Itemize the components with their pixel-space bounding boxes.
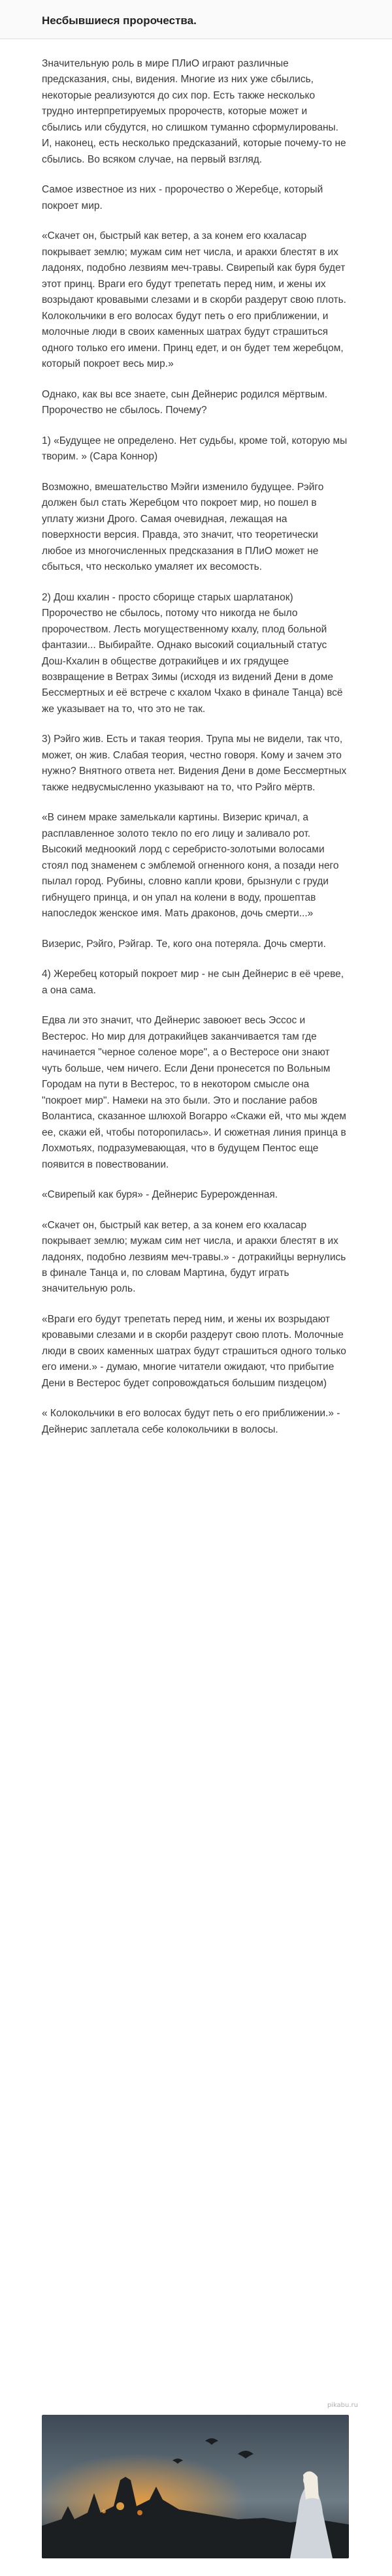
paragraph-15: « Колокольчики в его волосах будут петь о его приближении.» - Дейнерис заплетала себе колокольчики в волосы. [42, 1408, 340, 1435]
watermark-text: pikabu.ru [327, 2402, 358, 2409]
post-image [42, 2415, 349, 2558]
daenerys-artwork-image [42, 2415, 349, 2558]
paragraph-14: «Враги его будут трепетать перед ним, и жены их возрыдают кровавыми слезами и в скорби раздерут свою плоть. Молочные люди в своих каменных шатрах будут страшиться одного только его имени.» - думаю, многие читатели ожидают, что прибытие Дени в Вестерос будет сопровождаться большим пиздецом) [42, 1313, 346, 1389]
paragraph-11: Едва ли это значит, что Дейнерис завоюет весь Эссос и Вестерос. Но мир для дотракийцев заканчивается там где начинается "черное соленое море", а о Вестеросе они знают чуть больше, чем ничего. Если Дени пронесется по Вольным Городам на пути в Вестерос, то в некотором смысле она "покроет мир". Намеки на это были. Это и послание рабов Волантиса, сказанное шлюхой Вогарро «Скажи ей, что мы ждем ее, скажи ей, чтобы поторопилась». И сюжетная линия принца в Лохмотьях, подразумевающая, что в будущем Пентос еще появится в повествовании. [42, 1015, 346, 1170]
paragraph-13: «Скачет он, быстрый как ветер, а за конем его кхаласар покрывает землю; мужам сим нет числа, и аракхи блестят в их ладонях, подобно лезвиям меч-травы.» - дотракийцы вернулись в финале Танца и, по словам Мартина, будут играть значительную роль. [42, 1219, 346, 1295]
paragraph-12: «Свирепый как буря» - Дейнерис Бурерожденная. [42, 1189, 278, 1201]
paragraph-3: Однако, как вы все знаете, сын Дейнерис родился мёртвым. Пророчество не сбылось. Почему? [42, 388, 328, 416]
post-body [42, 56, 349, 1452]
paragraph-9: Визерис, Рэйго, Рэйгар. Те, кого она потеряла. Дочь смерти. [42, 938, 326, 950]
paragraph-7: 3) Рэйго жив. Есть и такая теория. Трупа мы не видели, так что, может, он жив. Слабая теория, честно говоря. Кому и зачем это нужно? Внятного ответа нет. Видения Дени в доме Бессмертных также недвусмысленно указывают на то, что Рэйго мёртв. [42, 734, 347, 793]
paragraph-5: Возможно, вмешательство Мэйги изменило будущее. Рэйго должен был стать Жеребцом что покроет мир, но пошел в уплату жизни Дрого. Самая очевидная, лежащая на поверхности версия. Правда, это значит, что теоретически любое из многочисленных предсказания в ПЛиО может не сбыться, что несколько умаляет их весомость. [42, 481, 324, 573]
paragraph-10: 4) Жеребец который покроет мир - не сын Дейнерис в её чреве, а она сама. [42, 969, 344, 996]
paragraph-1: Самое известное из них - пророчество о Жеребце, который покроет мир. [42, 184, 323, 211]
paragraph-2: «Скачет он, быстрый как ветер, а за конем его кхаласар покрывает землю; мужам сим нет числа, и аракхи блестят в их ладонях, подобно лезвиям меч-травы. Свирепый как буря будет этот принц. Враги его будут трепетать перед ним, и жены их возрыдают кровавыми слезами и в скорби раздерут свою плоть. Колокольчики в его волосах будут петь о его приближении, и молочные люди в своих каменных шатрах будут страшиться одного только его имени. Принц едет, и он будет тем жеребцом, который покроет весь мир.» [42, 230, 346, 370]
paragraph-8: «В синем мраке замелькали картины. Визерис кричал, а расплавленное золото текло по его лицу и заливало рот. Высокий медноокий лорд с серебристо-золотыми волосами стоял под знаменем с эмблемой огненного коня, а позади него пылал город. Рубины, словно капли крови, брызнули с груди гибнущего принца, и он упал на колени в воду, прошептав напоследок женское имя. Мать драконов, дочь смерти...» [42, 812, 339, 920]
post-header [0, 0, 392, 39]
paragraph-0: Значительную роль в мире ПЛиО играют различные предсказания, сны, видения. Многие из них уже сбылись, некоторые реализуются до сих пор. Есть также несколько трудно интерпретируемых пророчеств, которые может и сбылись или сбудутся, но слишком туманно сформулированы. И, наконец, есть несколько предсказаний, которые почему-то не сбылись. Во всяком случае, на первый взгляд. [42, 58, 346, 165]
paragraph-6: 2) Дош кхалин - просто сборище старых шарлатанок) Пророчество не сбылось, потому что никогда не было пророчеством. Лесть могущественному кхалу, плод больной фантазии... Выбирайте. Однако высокий социальный статус Дош-Кхалин в обществе дотракийцев и их грядущее возвращение в Ветрах Зимы (исходя из видений Дени в доме Бессмертных и её встрече с кхалом Чхако в финале Танца) всё же указывает на то, что это не так. [42, 591, 343, 715]
post-title: Несбывшиеся пророчества. [42, 14, 197, 27]
paragraph-4: 1) «Будущее не определено. Нет судьбы, кроме той, которую мы творим. » (Сара Коннор) [42, 435, 348, 463]
